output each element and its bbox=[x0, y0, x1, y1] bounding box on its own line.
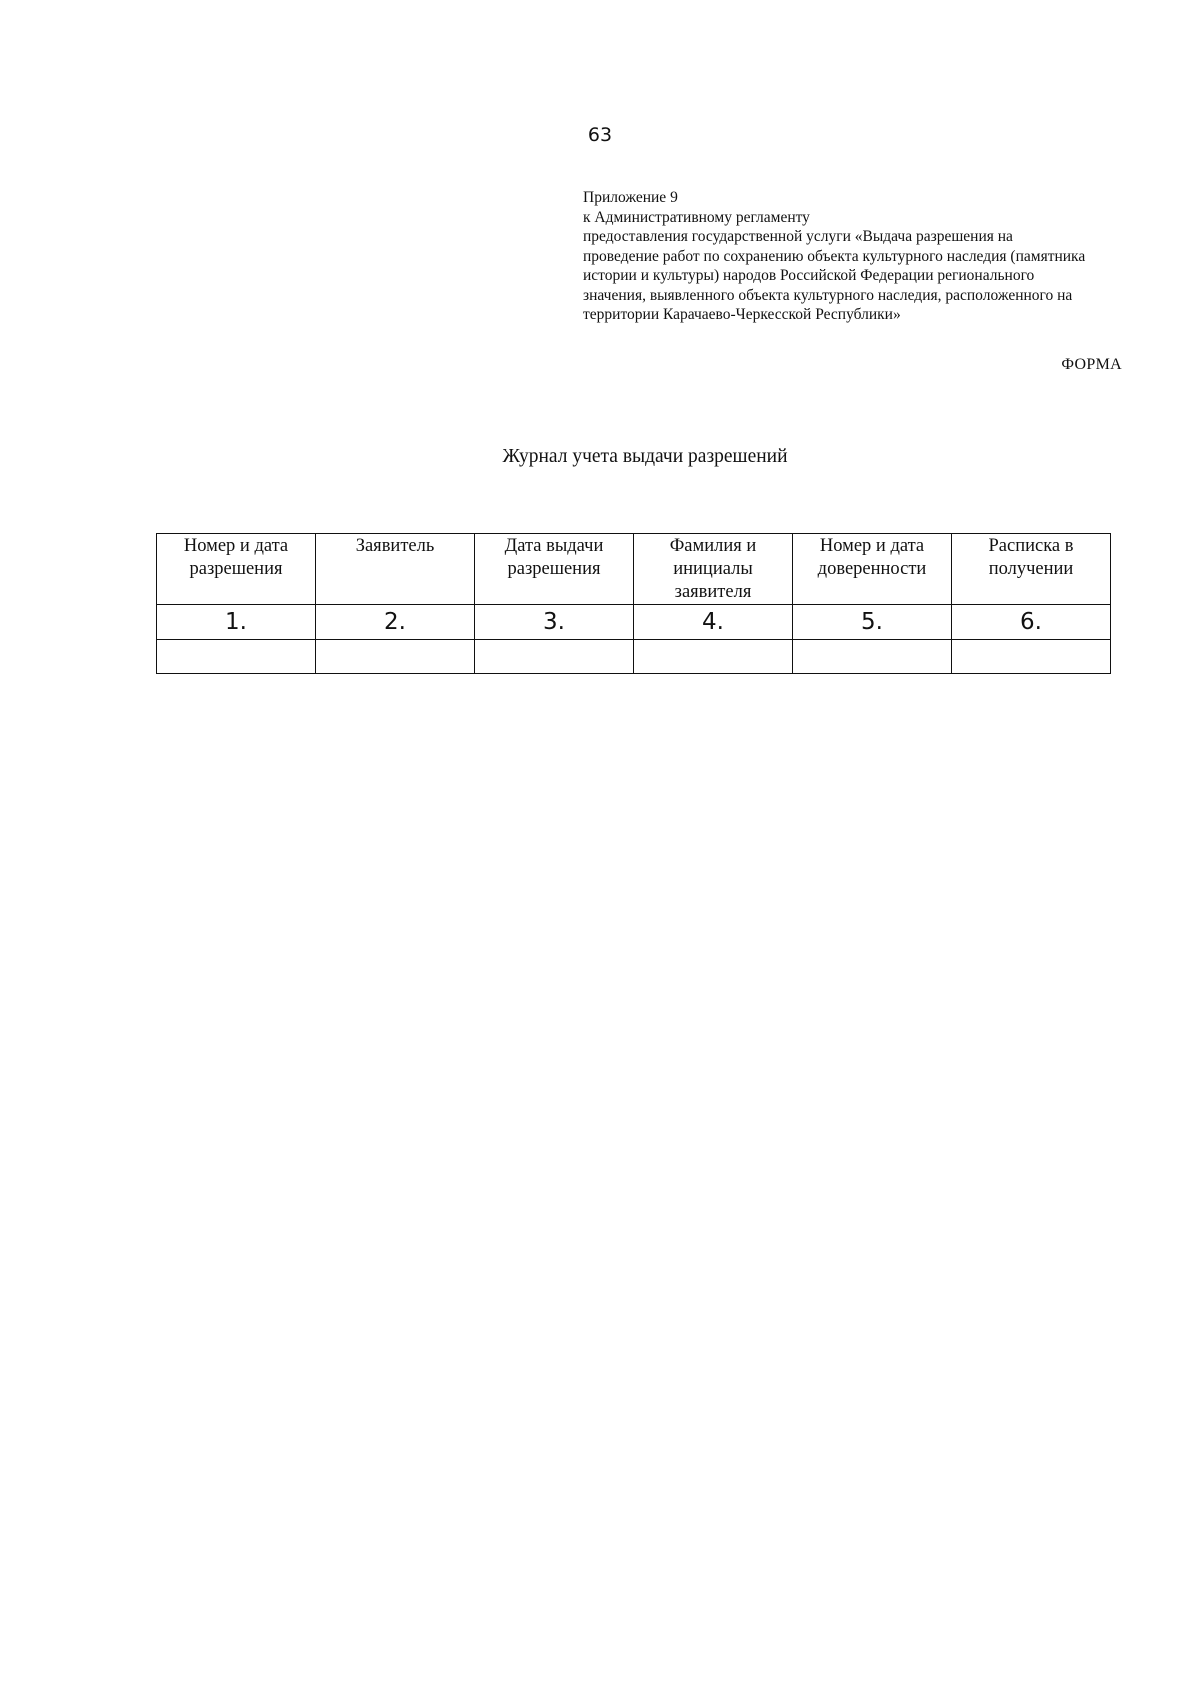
empty-cell bbox=[157, 640, 316, 674]
empty-cell bbox=[793, 640, 952, 674]
column-header: Расписка в получении bbox=[952, 534, 1111, 605]
appendix-line: предоставления государственной услуги «Выдача разрешения на bbox=[583, 228, 1013, 245]
form-label: ФОРМА bbox=[1061, 356, 1122, 373]
appendix-line: территории Карачаево-Черкесской Республики» bbox=[583, 306, 901, 323]
page-number: 63 bbox=[587, 124, 613, 146]
column-header: Заявитель bbox=[316, 534, 475, 605]
column-header: Номер и дата доверенности bbox=[793, 534, 952, 605]
appendix-line: Приложение 9 bbox=[583, 189, 678, 206]
column-header: Номер и дата разрешения bbox=[157, 534, 316, 605]
column-number: 2. bbox=[316, 605, 475, 640]
journal-table bbox=[156, 533, 1111, 674]
column-header: Дата выдачи разрешения bbox=[475, 534, 634, 605]
column-number-row bbox=[157, 605, 1111, 640]
empty-cell bbox=[316, 640, 475, 674]
appendix-line: значения, выявленного объекта культурного наследия, расположенного на bbox=[583, 286, 1073, 304]
table-header-row bbox=[157, 534, 1111, 605]
column-number: 5. bbox=[793, 605, 952, 640]
journal-title: Журнал учета выдачи разрешений bbox=[502, 446, 788, 467]
empty-cell bbox=[634, 640, 793, 674]
appendix-line: проведение работ по сохранению объекта культурного наследия (памятника bbox=[583, 247, 1086, 265]
appendix-header bbox=[583, 188, 1143, 325]
empty-entry-row bbox=[157, 640, 1111, 674]
column-number: 6. bbox=[952, 605, 1111, 640]
column-number: 1. bbox=[157, 605, 316, 640]
empty-cell bbox=[475, 640, 634, 674]
column-number: 4. bbox=[634, 605, 793, 640]
column-number: 3. bbox=[475, 605, 634, 640]
column-header: Фамилия и инициалы заявителя bbox=[634, 534, 793, 605]
appendix-line: к Административному регламенту bbox=[583, 208, 810, 226]
empty-cell bbox=[952, 640, 1111, 674]
appendix-line: истории и культуры) народов Российской Федерации регионального bbox=[583, 267, 1035, 284]
